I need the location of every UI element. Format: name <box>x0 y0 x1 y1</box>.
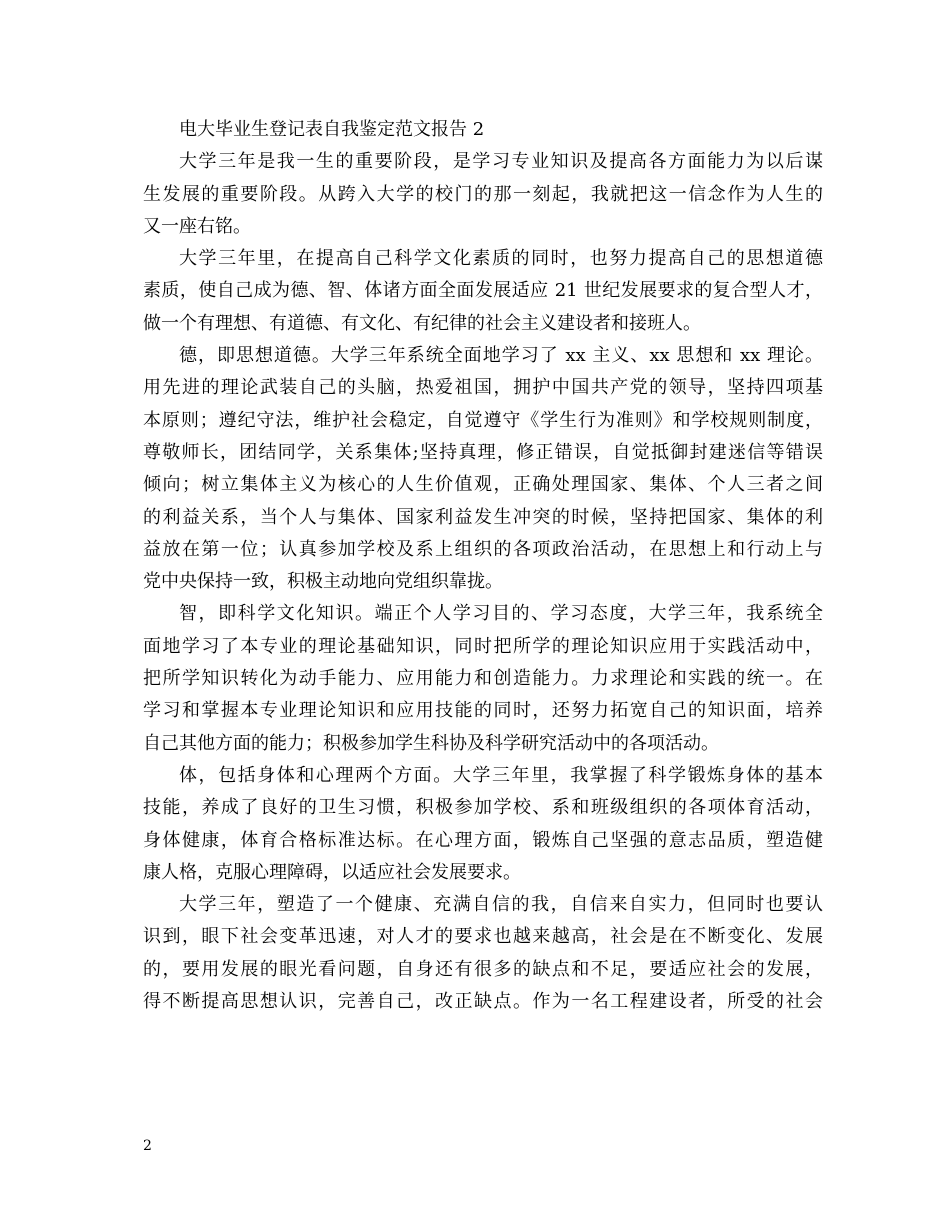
text-line: 做一个有理想、有道德、有文化、有纪律的社会主义建设者和接班人。 <box>143 312 701 334</box>
text-line: 德，即思想道德。大学三年系统全面地学习了 xx 主义、xx 思想和 xx 理论。 <box>179 345 823 367</box>
document-body <box>143 114 823 1018</box>
text-line: 尊敬师长，团结同学，关系集体;坚持真理，修正错误，自觉抵御封建迷信等错误 <box>143 441 823 463</box>
text-line: 本原则；遵纪守法，维护社会稳定，自觉遵守《学生行为准则》和学校规则制度， <box>143 409 823 431</box>
paragraph-lines <box>143 146 823 1018</box>
text-line: 倾向；树立集体主义为核心的人生价值观，正确处理国家、集体、个人三者之间 <box>143 474 823 496</box>
text-line: 康人格，克服心理障碍，以适应社会发展要求。 <box>143 861 521 883</box>
text-line: 益放在第一位；认真参加学校及系上组织的各项政治活动，在思想上和行动上与 <box>143 538 823 560</box>
text-line: 大学三年，塑造了一个健康、充满自信的我，自信来自实力，但同时也要认 <box>179 894 823 916</box>
text-line: 大学三年是我一生的重要阶段，是学习专业知识及提高各方面能力为以后谋 <box>179 151 823 173</box>
text-line: 自己其他方面的能力；积极参加学生科协及科学研究活动中的各项活动。 <box>143 732 719 754</box>
text-line: 大学三年里，在提高自己科学文化素质的同时，也努力提高自己的思想道德 <box>179 248 823 270</box>
text-line: 面地学习了本专业的理论基础知识，同时把所学的理论知识应用于实践活动中， <box>143 635 823 657</box>
text-line: 把所学知识转化为动手能力、应用能力和创造能力。力求理论和实践的统一。在 <box>143 668 823 690</box>
text-line: 技能，养成了良好的卫生习惯，积极参加学校、系和班级组织的各项体育活动， <box>143 797 823 819</box>
text-line: 体，包括身体和心理两个方面。大学三年里，我掌握了科学锻炼身体的基本 <box>179 764 823 786</box>
text-line: 的，要用发展的眼光看问题，自身还有很多的缺点和不足，要适应社会的发展， <box>143 958 823 980</box>
text-line: 党中央保持一致，积极主动地向党组织靠拢。 <box>143 571 503 593</box>
text-line: 身体健康，体育合格标准达标。在心理方面，锻炼自己坚强的意志品质，塑造健 <box>143 829 823 851</box>
page-number: 2 <box>143 1138 152 1154</box>
text-line: 素质，使自己成为德、智、体诸方面全面发展适应 21 世纪发展要求的复合型人才， <box>143 280 823 302</box>
text-line: 得不断提高思想认识，完善自己，改正缺点。作为一名工程建设者，所受的社会 <box>143 991 823 1013</box>
text-line: 的利益关系，当个人与集体、国家利益发生冲突的时候，坚持把国家、集体的利 <box>143 506 823 528</box>
text-line: 智，即科学文化知识。端正个人学习目的、学习态度，大学三年，我系统全 <box>179 603 823 625</box>
document-title: 电大毕业生登记表自我鉴定范文报告 2 <box>179 119 485 140</box>
text-line: 学习和掌握本专业理论知识和应用技能的同时，还努力拓宽自己的知识面，培养 <box>143 700 823 722</box>
text-line: 用先进的理论武装自己的头脑，热爱祖国，拥护中国共产党的领导，坚持四项基 <box>143 377 823 399</box>
text-line: 生发展的重要阶段。从跨入大学的校门的那一刻起，我就把这一信念作为人生的 <box>143 183 823 205</box>
text-line: 识到，眼下社会变革迅速，对人才的要求也越来越高，社会是在不断变化、发展 <box>143 926 823 948</box>
text-line: 又一座右铭。 <box>143 215 251 237</box>
